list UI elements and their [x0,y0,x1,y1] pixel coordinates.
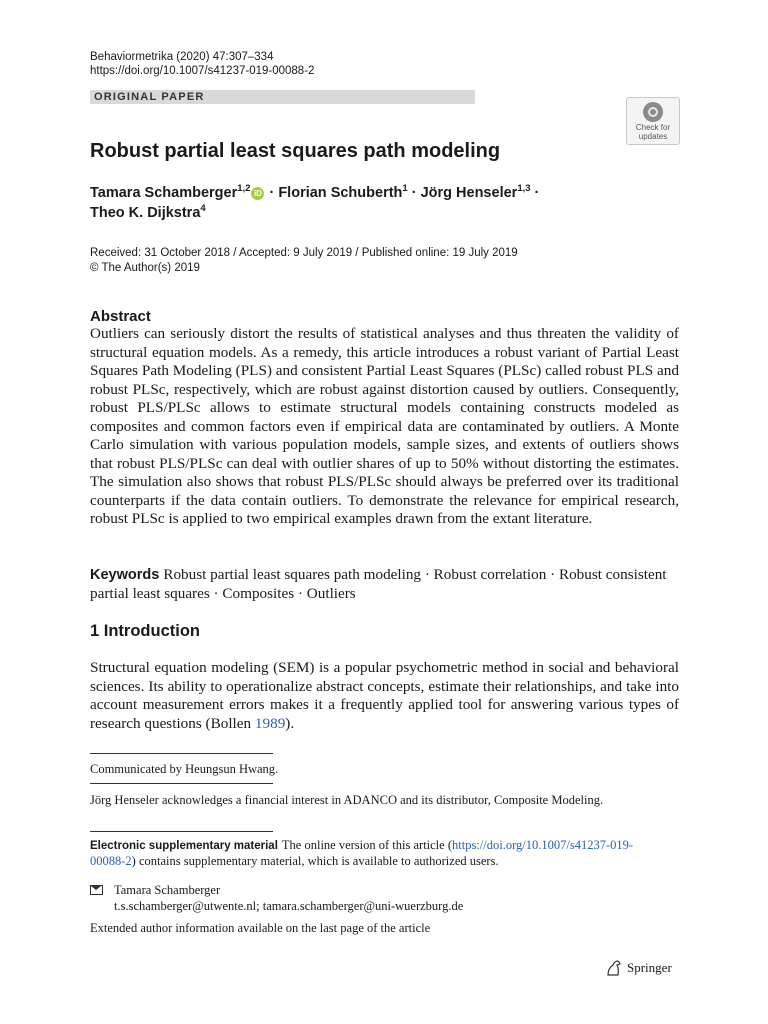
introduction-text-end: ). [285,714,295,732]
esm-text: The online version of this article ( [281,838,452,852]
conflict-disclosure: Jörg Henseler acknowledges a financial interest in ADANCO and its distributor, Composite Modeling. [90,793,604,807]
corresponding-author-name: Tamara Schamberger [114,883,221,897]
author-list-line-2 [90,203,206,223]
supplementary-material-note [90,838,665,869]
paper-type-label: ORIGINAL PAPER [94,91,205,103]
journal-citation: Behaviormetrika (2020) 47:307–334 [90,51,274,63]
esm-label: Electronic supplementary material [90,840,278,852]
abstract-heading: Abstract [90,308,151,325]
author-separator: · [407,185,421,201]
author-affiliation: 1,3 [517,183,531,194]
author-separator: · [530,185,540,201]
author-affiliation: 4 [200,203,206,214]
author-affiliation: 1 [402,183,408,194]
orcid-icon[interactable]: iD [251,187,264,200]
springer-horse-icon [605,959,623,977]
footnote-divider [90,831,273,832]
keywords-label: Keywords [90,567,160,583]
author-list-line-1 [90,183,539,203]
corresponding-author-emails[interactable]: t.s.schamberger@utwente.nl; tamara.schamberger@uni-wuerzburg.de [114,899,464,913]
communicated-by: Communicated by Heungsun Hwang. [90,762,279,776]
esm-link[interactable]: https://doi.org/10.1007/s41237-019-00088-2 [90,838,634,868]
author-name[interactable]: Tamara Schamberger [90,185,238,201]
keywords-text: Robust partial least squares path modeling · Robust correlation · Robust consistent partial least squares · Composites · Outliers [90,566,667,602]
copyright-notice: © The Author(s) 2019 [90,262,200,274]
check-updates-line-2: updates [638,132,668,141]
extended-author-info: Extended author information available on the last page of the article [90,921,431,935]
publication-dates: Received: 31 October 2018 / Accepted: 9 July 2019 / Published online: 19 July 2019 [90,247,518,259]
check-for-updates-badge[interactable] [626,97,680,145]
doi-link[interactable]: https://doi.org/10.1007/s41237-019-00088-2 [90,65,315,77]
envelope-icon [90,885,103,895]
author-name[interactable]: Theo K. Dijkstra [90,205,201,221]
publisher-name: Springer [627,960,672,975]
author-name[interactable]: Florian Schuberth [278,185,403,201]
author-name[interactable]: Jörg Henseler [420,185,518,201]
section-heading-introduction: 1 Introduction [90,622,200,640]
footnote-divider [90,753,273,754]
keywords [90,566,679,603]
check-updates-line-1: Check for [635,123,671,132]
citation-link[interactable]: 1989 [254,714,286,732]
check-updates-icon [643,102,663,122]
introduction-paragraph [90,659,679,733]
footnote-divider [90,783,273,784]
author-separator: · [265,185,279,201]
abstract-text: Outliers can seriously distort the results of statistical analyses and thus threaten the validity of structural equation models. As a remedy, this article introduces a robust variant of Partial Least Squares Path Modeling (PLS) and consistent Partial Least Squares (PLSc) called robust PLS and robust PLSc, respectively, which are robust against distortion caused by outliers. Consequently, robust PLS/PLSc allows to estimate structural models containing constructs modeled as composites and common factors even if empirical data are contaminated by outliers. A Monte Carlo simulation with various population models, sample sizes, and extents of outliers shows that robust PLS/PLSc can deal with outlier shares of up to 50% without distorting the estimates. The simulation also shows that robust PLS/PLSc should always be preferred over its traditional counterparts if the data contain outliers. To demonstrate the relevance for empirical research, robust PLSc is applied to two empirical examples drawn from the extant literature. [90,325,679,527]
check-updates-text [627,123,679,141]
author-affiliation: 1,2 [237,183,251,194]
introduction-text: Structural equation modeling (SEM) is a popular psychometric method in social and behavioral sciences. Its ability to operationalize abstract concepts, estimate their relationships, and take into account measurement errors makes it a frequently applied tool for answering various types of research questions (Bollen [90,659,679,732]
esm-text-end: ) contains supplementary material, which is available to authorized users. [131,854,499,868]
article-title: Robust partial least squares path modeling [90,140,501,162]
